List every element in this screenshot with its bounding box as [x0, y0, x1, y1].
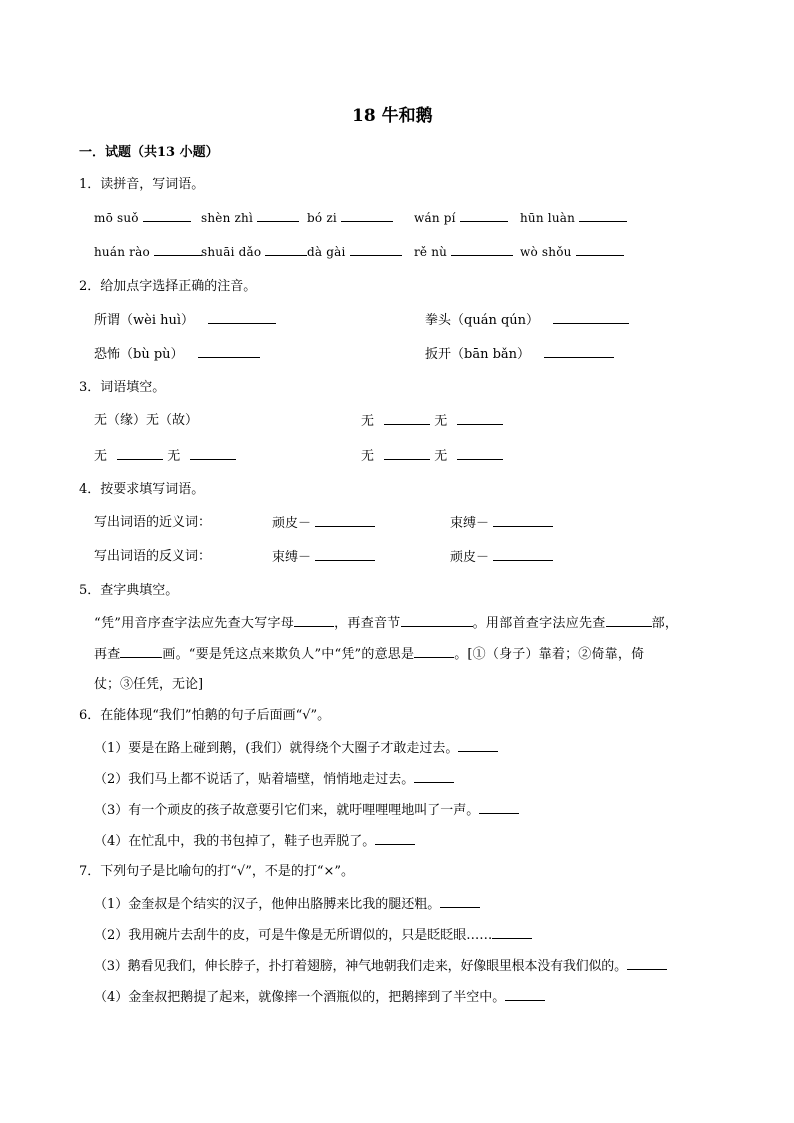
q5-text: 部，: [651, 616, 679, 631]
q7-item-4: [94, 989, 545, 1006]
q2-word: 扳开（bān bǎn）: [425, 347, 531, 362]
answer-blank[interactable]: [451, 244, 513, 256]
q5-line-3: 仗；③任凭，无论]: [94, 677, 204, 692]
pinyin-label: rě nù: [414, 245, 448, 259]
answer-blank[interactable]: [457, 448, 503, 460]
q6-item-4: [94, 833, 415, 850]
sentence-text: （2）我们马上都不说话了，贴着墙壁，悄悄地走过去。: [94, 772, 415, 787]
answer-blank[interactable]: [460, 210, 508, 222]
q3-char: 无: [434, 414, 448, 429]
q2-word: 恐怖（bù pù）: [94, 347, 184, 362]
sentence-text: （2）我用碗片去刮牛的皮，可是牛像是无所谓似的，只是眨眨眼……: [94, 928, 493, 943]
pinyin-label: wò shǒu: [520, 245, 572, 259]
q2-item-2: [425, 312, 629, 329]
q3-char: 无: [434, 449, 448, 464]
answer-blank[interactable]: [440, 896, 480, 908]
q4-antonym-1: [272, 549, 375, 566]
q3-item-3: [94, 448, 236, 465]
q6-item-3: [94, 802, 519, 819]
q3-item-4: [361, 448, 503, 465]
section-heading: 一．试题（共13 小题）: [79, 145, 219, 160]
answer-blank[interactable]: [341, 210, 393, 222]
q4-synonym-label: 写出词语的近义词：: [94, 515, 212, 530]
q2-item-4: [425, 346, 614, 363]
sentence-text: （3）有一个顽皮的孩子故意要引它们来，就吁哩哩哩地叫了一声。: [94, 803, 480, 818]
q1-item-5: [520, 210, 627, 226]
q4-word: 顽皮－: [450, 550, 490, 565]
q2-word: 拳头（quán qún）: [425, 313, 540, 328]
q3-char: 无: [167, 449, 181, 464]
pinyin-label: wán pí: [414, 211, 456, 225]
answer-blank[interactable]: [492, 927, 532, 939]
q1-item-3: [307, 210, 393, 226]
q1-item-10: [520, 244, 624, 260]
q6-item-2: [94, 771, 454, 788]
answer-blank[interactable]: [544, 346, 614, 358]
pinyin-label: mō suǒ: [94, 211, 139, 225]
sentence-text: （3）鹅看见我们，伸长脖子，扑打着翅膀，神气地朝我们走来，好像眼里根本没有我们似的。: [94, 959, 627, 974]
q7-item-2: [94, 927, 532, 944]
pinyin-label: dà gài: [307, 245, 346, 259]
q1-item-9: [414, 244, 513, 260]
q2-item-1: [94, 312, 276, 329]
answer-blank[interactable]: [208, 312, 276, 324]
sentence-text: （4）金奎叔把鹅提了起来，就像摔一个酒瓶似的，把鹅摔到了半空中。: [94, 990, 506, 1005]
answer-blank[interactable]: [315, 515, 375, 527]
answer-blank[interactable]: [493, 515, 553, 527]
q2-word: 所谓（wèi huì）: [94, 313, 195, 328]
answer-blank[interactable]: [553, 312, 629, 324]
answer-blank[interactable]: [606, 615, 652, 627]
q4-word: 束缚－: [272, 550, 312, 565]
q5-text: 画。“要是凭这点来欺负人”中“凭”的意思是: [162, 647, 415, 662]
q5-text: 。[①（身子）靠着；②倚靠，倚: [454, 647, 645, 662]
pinyin-label: hūn luàn: [520, 211, 576, 225]
answer-blank[interactable]: [143, 210, 191, 222]
q1-stem: 1．读拼音，写词语。: [79, 177, 205, 192]
answer-blank[interactable]: [117, 448, 163, 460]
answer-blank[interactable]: [627, 958, 667, 970]
answer-blank[interactable]: [257, 210, 299, 222]
answer-blank[interactable]: [384, 448, 430, 460]
answer-blank[interactable]: [315, 549, 375, 561]
q4-antonym-2: [450, 549, 553, 566]
q4-word: 束缚－: [450, 516, 490, 531]
q4-synonym-1: [272, 515, 375, 532]
q2-item-3: [94, 346, 260, 363]
answer-blank[interactable]: [576, 244, 624, 256]
q5-line-2: [94, 646, 644, 663]
answer-blank[interactable]: [401, 615, 473, 627]
q1-item-2: [201, 210, 299, 226]
answer-blank[interactable]: [505, 989, 545, 1001]
answer-blank[interactable]: [414, 771, 454, 783]
sentence-text: （1）要是在路上碰到鹅，(我们）就得绕个大圈子才敢走过去。: [94, 741, 459, 756]
q3-example: 无（缘）无（故）: [94, 413, 199, 428]
q1-item-4: [414, 210, 508, 226]
answer-blank[interactable]: [120, 646, 162, 658]
q6-item-1: [94, 740, 498, 757]
q5-text: ，再查音节: [334, 616, 401, 631]
q4-stem: 4．按要求填写词语。: [79, 482, 205, 497]
q5-line-1: [94, 615, 678, 632]
q1-item-7: [201, 244, 307, 260]
q3-item-2: [361, 413, 503, 430]
q1-item-1: [94, 210, 191, 226]
pinyin-label: shèn zhì: [201, 211, 254, 225]
q1-item-8: [307, 244, 402, 260]
q5-text: 再查: [94, 647, 121, 662]
q6-stem: 6．在能体现“我们”怕鹅的句子后面画“√”。: [79, 708, 331, 723]
q7-item-1: [94, 896, 480, 913]
q3-stem: 3．词语填空。: [79, 380, 166, 395]
q7-stem: 7．下列句子是比喻句的打“√”，不是的打“×”。: [79, 864, 355, 879]
q5-text: “凭”用音序查字法应先查大写字母: [94, 616, 295, 631]
answer-blank[interactable]: [579, 210, 627, 222]
q5-stem: 5．查字典填空。: [79, 583, 179, 598]
answer-blank[interactable]: [458, 740, 498, 752]
sentence-text: （1）金奎叔是个结实的汉子，他伸出胳膊来比我的腿还粗。: [94, 897, 441, 912]
sentence-text: （4）在忙乱中，我的书包掉了，鞋子也弄脱了。: [94, 834, 376, 849]
q7-item-3: [94, 958, 667, 975]
q1-item-6: [94, 244, 202, 260]
q4-word: 顽皮－: [272, 516, 312, 531]
q4-synonym-2: [450, 515, 553, 532]
q4-antonym-label: 写出词语的反义词：: [94, 549, 212, 564]
answer-blank[interactable]: [350, 244, 402, 256]
answer-blank[interactable]: [414, 646, 454, 658]
answer-blank[interactable]: [457, 413, 503, 425]
q5-text: 。用部首查字法应先查: [472, 616, 606, 631]
answer-blank[interactable]: [294, 615, 334, 627]
q3-char: 无: [361, 414, 375, 429]
pinyin-label: bó zi: [307, 211, 337, 225]
answer-blank[interactable]: [384, 413, 430, 425]
answer-blank[interactable]: [493, 549, 553, 561]
answer-blank[interactable]: [479, 802, 519, 814]
q3-char: 无: [94, 449, 108, 464]
q2-stem: 2．给加点字选择正确的注音。: [79, 279, 257, 294]
answer-blank[interactable]: [375, 833, 415, 845]
page-title: 18 牛和鹅: [352, 106, 433, 126]
q3-char: 无: [361, 449, 375, 464]
answer-blank[interactable]: [198, 346, 260, 358]
pinyin-label: huán rào: [94, 245, 150, 259]
answer-blank[interactable]: [190, 448, 236, 460]
pinyin-label: shuāi dǎo: [201, 245, 262, 259]
answer-blank[interactable]: [265, 244, 307, 256]
answer-blank[interactable]: [154, 244, 202, 256]
